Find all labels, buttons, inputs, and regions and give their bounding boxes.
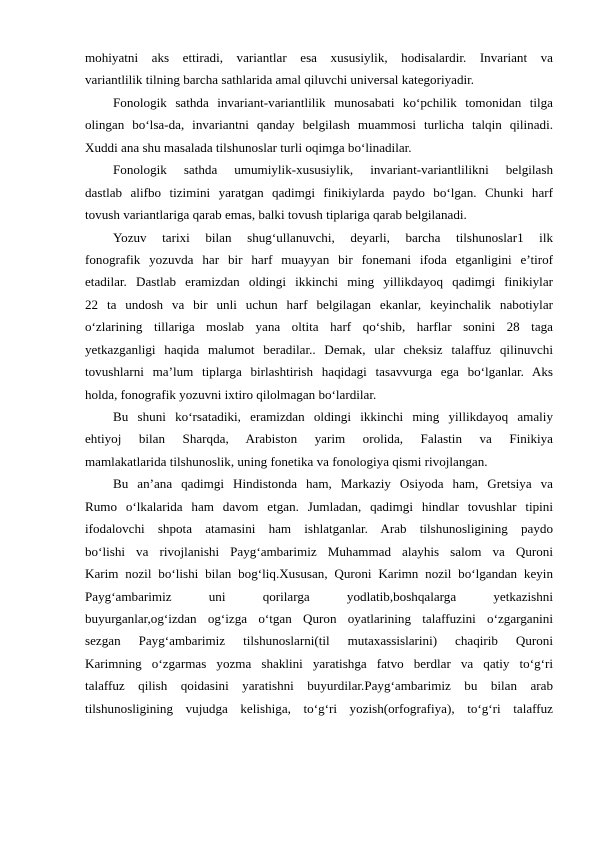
text-line: variantlilik tilning barcha sathlarida amal qiluvchi universal kategoriyadir. bbox=[85, 72, 475, 88]
text-line: etadilar. Dastlab eramizdan oldingi ikkinchi ming yillikdayoq qadimgi finikiylar bbox=[85, 274, 553, 290]
text-line: Xuddi ana shu masalada tilshunoslar turli oqimga bo‘linadilar. bbox=[85, 139, 412, 155]
paragraph bbox=[85, 473, 553, 720]
text-line: sezgan Payg‘ambarimiz tilshunoslarni(til mutaxassislarini) chaqirib Quroni bbox=[85, 633, 553, 649]
paragraph bbox=[85, 227, 553, 407]
text-line: Fonologik sathda umumiylik-xususiylik, invariant-variantlilikni belgilash bbox=[113, 162, 553, 178]
text-line: Bu shuni ko‘rsatadiki, eramizdan oldingi ikkinchi ming yillikdayoq amaliy bbox=[113, 409, 553, 424]
text-line: fonografik yozuvda har bir harf muayyan bir fonemani ifoda etganligini e’tirof bbox=[85, 251, 553, 267]
text-line: Fonologik sathda invariant-variantlilik munosabati ko‘pchilik tomonidan tilga bbox=[113, 94, 553, 110]
text-line: Yozuv tarixi bilan shug‘ullanuvchi, deyarli, barcha tilshunoslar1 ilk bbox=[113, 229, 553, 245]
text-line: tilshunosligining vujudga kelishiga, to‘g‘ri yozish(orfografiya), to‘g‘ri talaffuz bbox=[85, 700, 553, 716]
text-line: yetkazganligi haqida malumot beradilar.. Demak, ular cheksiz talaffuz qilinuvchi bbox=[85, 341, 553, 357]
text-line: talaffuz qilish qoidasini yaratishni buyurdilar.Payg‘ambarimiz bu bilan arab bbox=[85, 678, 553, 694]
text-line: Payg‘ambarimiz uni qorilarga yodlatib,boshqalarga yetkazishni bbox=[85, 588, 553, 604]
text-line: mohiyatni aks ettiradi, variantlar esa xususiylik, hodisalardir. Invariant va bbox=[85, 50, 553, 65]
text-line: Karim nozil bo‘lishi bilan bog‘liq.Xususan, Quroni Karimn nozil bo‘lgandan keyin bbox=[85, 566, 553, 582]
text-line: ifodalovchi shpota atamasini ham ishlatganlar. Arab tilshunosligining paydo bbox=[85, 521, 553, 537]
text-line: Karimning o‘zgarmas yozma shaklini yaratishga fatvo berdlar va qatiy to‘g‘ri bbox=[85, 655, 553, 671]
text-line: dastlab alifbo tizimini yaratgan qadimgi finikiylarda paydo bo‘lgan. Chunki harf bbox=[85, 184, 553, 200]
text-line: buyurganlar,og‘izdan og‘izga o‘tgan Quron oyatlarining talaffuzini o‘zgarganini bbox=[85, 610, 553, 626]
text-line: tovush variantlariga qarab emas, balki tovush tiplariga qarab belgilanadi. bbox=[85, 207, 467, 223]
text-line: bo‘lishi va rivojlanishi Payg‘ambarimiz Muhammad alayhis salom va Quroni bbox=[85, 543, 553, 559]
paragraph bbox=[85, 159, 553, 226]
document-page bbox=[85, 47, 553, 720]
paragraph bbox=[85, 406, 553, 473]
text-line: 22 ta undosh va bir unli uchun harf belgilagan ekanlar, keyinchalik nabotiylar bbox=[85, 296, 553, 312]
paragraph bbox=[85, 92, 553, 159]
text-line: mamlakatlarida tilshunoslik, uning fonetika va fonologiya qismi rivojlangan. bbox=[85, 453, 488, 469]
paragraph bbox=[85, 47, 553, 92]
text-line: tovushlarni ma’lum tiplarga birlashtirish haqidagi tasavvurga ega bo‘lganlar. Aks bbox=[85, 364, 553, 380]
text-line: holda, fonografik yozuvni ixtiro qilolmagan bo‘lardilar. bbox=[85, 386, 377, 402]
text-line: Bu an’ana qadimgi Hindistonda ham, Markaziy Osiyoda ham, Gretsiya va bbox=[113, 476, 553, 492]
text-line: o‘zlarining tillariga moslab yana oltita harf qo‘shib, harflar sonini 28 taga bbox=[85, 319, 553, 335]
text-line: olingan bo‘lsa-da, invariantni qanday belgilash muammosi turlicha talqin qilinadi. bbox=[85, 117, 553, 133]
text-line: ehtiyoj bilan Sharqda, Arabiston yarim orolida, Falastin va Finikiya bbox=[85, 431, 553, 447]
text-line: Rumo o‘lkalarida ham davom etgan. Jumladan, qadimgi hindlar tovushlar tipini bbox=[85, 498, 553, 514]
